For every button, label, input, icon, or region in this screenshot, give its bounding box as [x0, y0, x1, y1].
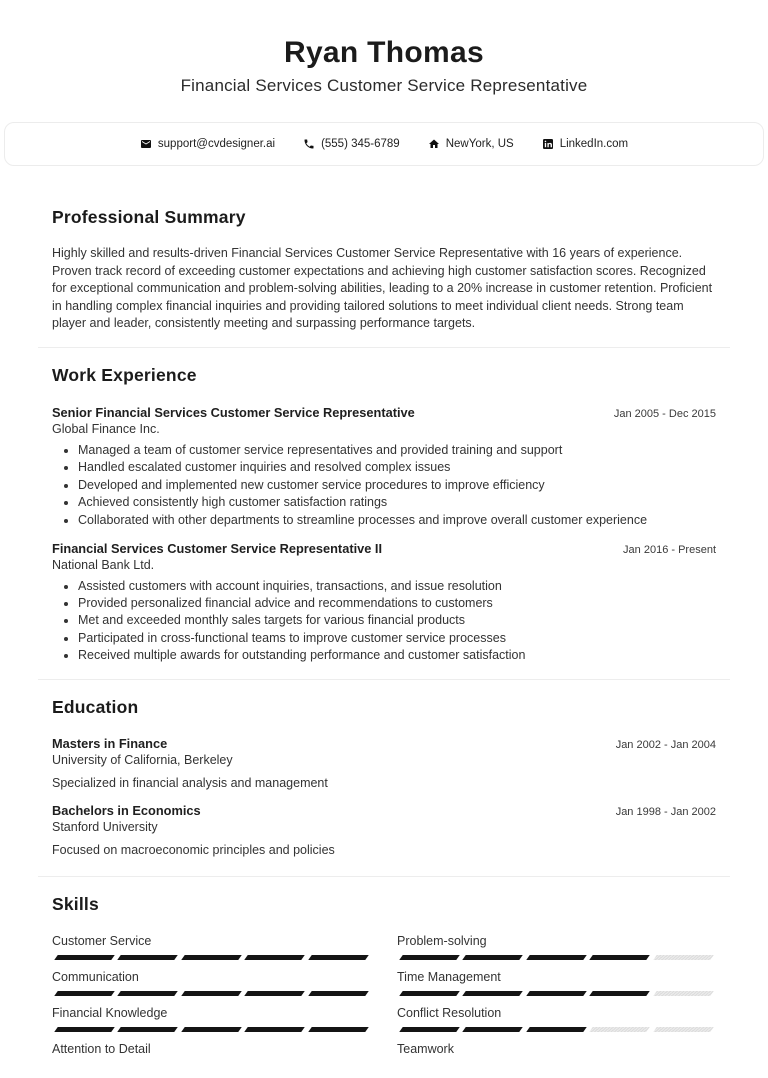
jobs-list — [52, 405, 716, 663]
bullet-item: • Collaborated with other departments to streamline processes and improve overall customer experience — [78, 514, 716, 528]
skill-level-bar — [397, 1027, 716, 1032]
skill-level-bar — [397, 955, 716, 960]
education-entry-header — [52, 736, 716, 751]
skill-segment-filled — [589, 955, 650, 960]
education-detail: Specialized in financial analysis and management — [52, 776, 328, 791]
experience-heading: Work Experience — [52, 364, 197, 385]
bullet-item: • Handled escalated customer inquiries and resolved complex issues — [78, 461, 716, 475]
education-dates: Jan 2002 - Jan 2004 — [615, 739, 716, 752]
bullet-item: • Provided personalized financial advice and recommendations to customers — [78, 597, 716, 611]
job-company: National Bank Ltd. — [52, 557, 155, 572]
skill-segment-empty — [589, 1027, 650, 1032]
skill-segment-filled — [181, 991, 242, 996]
skill-segment-filled — [463, 991, 524, 996]
skill-label: Financial Knowledge — [52, 1006, 168, 1021]
skill-segment-filled — [118, 1027, 179, 1032]
skill-segment-filled — [118, 991, 179, 996]
skill-item — [397, 1042, 716, 1078]
summary-text: Highly skilled and results-driven Financial Services Customer Service Representative with 16 years of experience. Proven track record of exceeding customer expectations and achieving high customer satisfaction scores. Recognized for exceptional communication and problem-solving abilities, leading to a 20% increase in customer retention. Proficient in handling complex financial inquiries and providing tailored solutions to meet individual client needs. Strong team player and leader, consistently meeting and surpassing performance targets. — [52, 246, 713, 331]
section-divider — [38, 347, 730, 348]
skill-segment-empty — [653, 991, 714, 996]
email-icon — [140, 138, 152, 150]
job-dates: Jan 2016 - Present — [623, 543, 716, 556]
bullet-item: • Achieved consistently high customer satisfaction ratings — [78, 496, 716, 510]
contact-bar — [4, 122, 764, 166]
skill-segment-filled — [54, 1027, 115, 1032]
resume-header — [0, 0, 768, 95]
skill-segment-filled — [526, 955, 587, 960]
skill-item — [397, 970, 716, 1006]
skill-segment-filled — [589, 991, 650, 996]
skill-segment-filled — [244, 955, 305, 960]
skills-grid — [52, 934, 716, 1078]
education-degree: Bachelors in Economics — [52, 803, 201, 819]
skill-segment-empty — [653, 1027, 714, 1032]
job-dates: Jan 2005 - Dec 2015 — [613, 407, 716, 420]
bullet-item: • Assisted customers with account inquiries, transactions, and issue resolution — [78, 580, 716, 594]
bullet-item: • Managed a team of customer service representatives and provided training and support — [78, 444, 716, 458]
education-degree: Masters in Finance — [52, 736, 168, 752]
skill-level-bar — [52, 955, 371, 960]
skill-segment-filled — [54, 955, 115, 960]
skill-label: Conflict Resolution — [397, 1006, 502, 1021]
section-divider — [38, 876, 730, 877]
contact-phone — [303, 138, 400, 150]
skills-heading: Skills — [52, 894, 99, 915]
bullet-item: • Met and exceeded monthly sales targets for various financial products — [78, 614, 716, 628]
skill-segment-filled — [244, 1027, 305, 1032]
education-entry — [52, 803, 716, 858]
summary-heading: Professional Summary — [52, 207, 246, 227]
skill-level-bar — [52, 1027, 371, 1032]
skill-item — [52, 970, 371, 1006]
skill-label: Communication — [52, 970, 139, 985]
skill-segment-filled — [526, 991, 587, 996]
skill-level-bar — [52, 991, 371, 996]
education-entry — [52, 736, 716, 791]
education-school: Stanford University — [52, 820, 158, 835]
candidate-title: Financial Services Customer Service Representative — [180, 76, 588, 95]
skill-segment-filled — [399, 1027, 460, 1032]
job-entry-header — [52, 405, 716, 420]
job-title: Senior Financial Services Customer Service Representative — [52, 404, 415, 420]
skill-segment-empty — [653, 955, 714, 960]
education-heading: Education — [52, 697, 139, 718]
skill-item — [52, 934, 371, 970]
skill-segment-filled — [181, 955, 242, 960]
skill-label: Attention to Detail — [52, 1042, 151, 1057]
skill-segment-filled — [54, 991, 115, 996]
job-bullets — [52, 444, 716, 528]
contact-email[interactable] — [140, 138, 275, 150]
skill-label: Teamwork — [397, 1042, 454, 1057]
bullet-item: • Developed and implemented new customer service procedures to improve efficiency — [78, 479, 716, 493]
phone-icon — [303, 138, 315, 150]
education-school: University of California, Berkeley — [52, 753, 233, 768]
job-bullets — [52, 580, 716, 664]
skill-segment-filled — [463, 1027, 524, 1032]
education-dates: Jan 1998 - Jan 2002 — [615, 806, 716, 819]
job-company: Global Finance Inc. — [52, 421, 160, 436]
contact-location — [428, 138, 514, 150]
bullet-item: • Received multiple awards for outstanding performance and customer satisfaction — [78, 649, 716, 663]
skill-label: Problem-solving — [397, 934, 487, 949]
home-icon — [428, 138, 440, 150]
skill-segment-filled — [399, 991, 460, 996]
education-list — [52, 736, 716, 858]
contact-email-text: support@cvdesigner.ai — [157, 138, 276, 150]
job-title: Financial Services Customer Service Representative II — [52, 540, 383, 556]
skill-segment-filled — [308, 955, 369, 960]
job-entry-header — [52, 541, 716, 556]
skill-segment-filled — [118, 955, 179, 960]
candidate-name: Ryan Thomas — [283, 36, 484, 69]
contact-linkedin[interactable] — [542, 138, 628, 150]
skill-segment-filled — [181, 1027, 242, 1032]
skill-segment-filled — [463, 955, 524, 960]
bullet-item: • Participated in cross-functional teams to improve customer service processes — [78, 632, 716, 646]
contact-linkedin-text: LinkedIn.com — [559, 138, 629, 150]
skill-level-bar — [397, 991, 716, 996]
section-divider — [38, 679, 730, 680]
skill-segment-filled — [526, 1027, 587, 1032]
skill-segment-filled — [308, 991, 369, 996]
contact-phone-text: (555) 345-6789 — [321, 138, 400, 150]
resume-body — [0, 207, 768, 1078]
job-entry — [52, 541, 716, 664]
skill-item — [397, 1006, 716, 1042]
skill-label: Time Management — [397, 970, 501, 985]
education-entry-header — [52, 803, 716, 818]
skill-segment-filled — [308, 1027, 369, 1032]
skill-segment-filled — [399, 955, 460, 960]
education-detail: Focused on macroeconomic principles and policies — [52, 843, 335, 858]
skill-item — [397, 934, 716, 970]
linkedin-icon — [542, 138, 554, 150]
skill-label: Customer Service — [52, 934, 152, 949]
skill-item — [52, 1006, 371, 1042]
contact-location-text: NewYork, US — [445, 138, 514, 150]
job-entry — [52, 405, 716, 528]
skill-segment-filled — [244, 991, 305, 996]
skill-item — [52, 1042, 371, 1078]
